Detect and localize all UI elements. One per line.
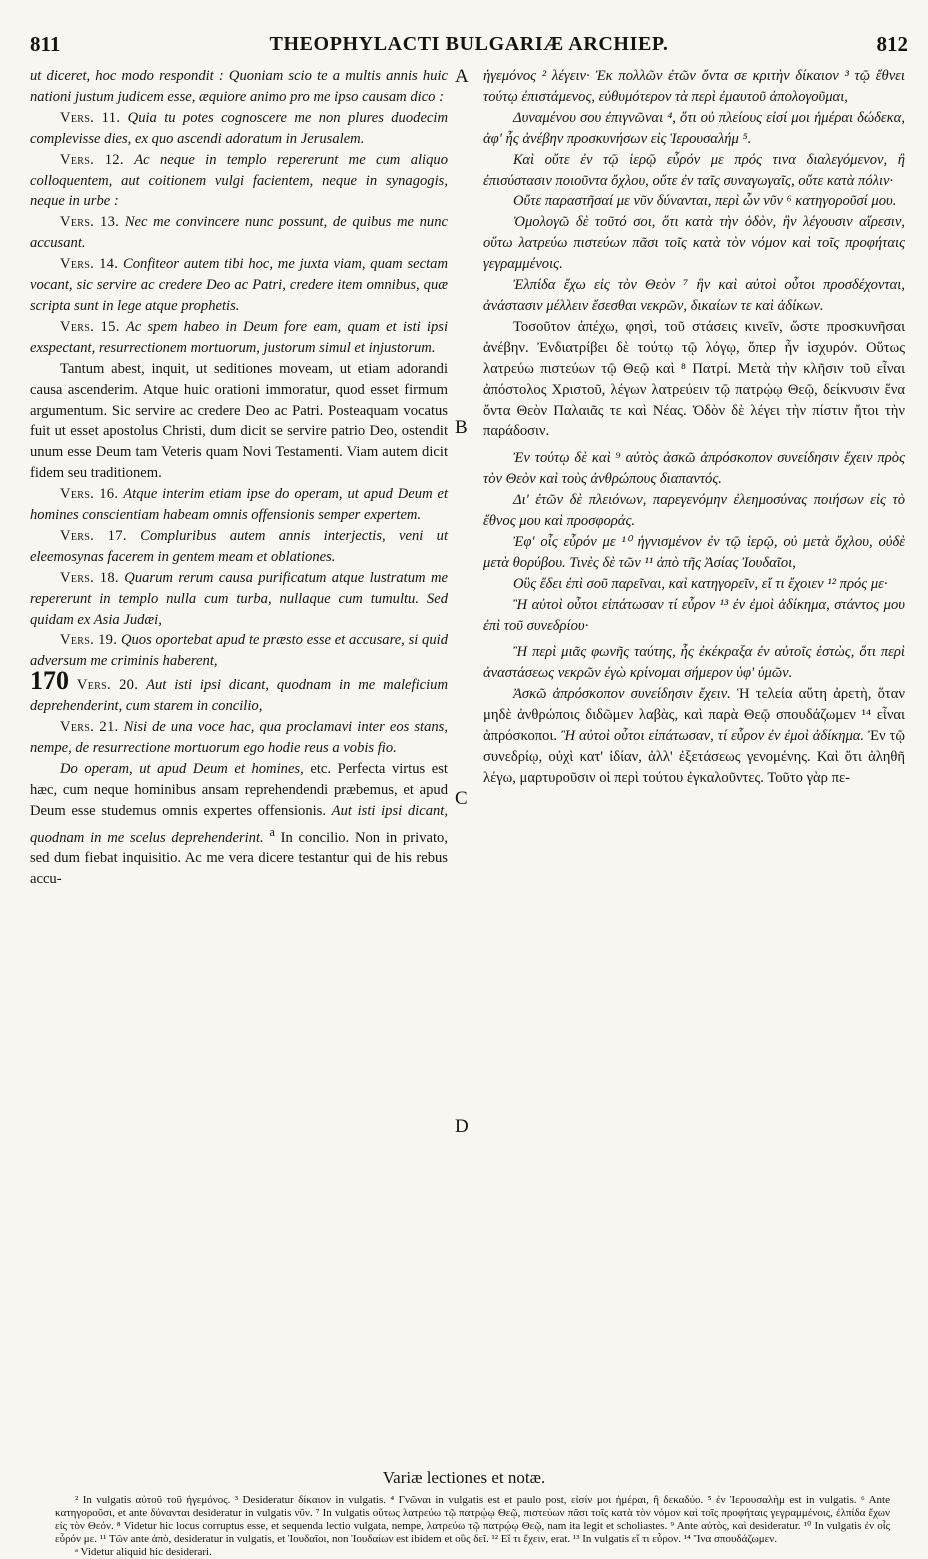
latin-column: [30, 66, 448, 1464]
commentary-paragraph: Tantum abest, inquit, ut seditiones moveam, ut etiam adorandi causa ascenderim. Atque huic orationi immoratur, quod esset firmum argumentum. Sic servire ac credere Deo ac Patri. Posteaquam vocatus fuit ut esset apostolus Christi, dum dicit se servire patrio Deo, ostendit unum esse Deum tam Veteris quam Novi Testamenti. Viam autem dicit fidem seu traditionem.: [30, 360, 448, 482]
margin-mark-a: A: [455, 66, 469, 87]
margin-mark-b: B: [455, 417, 468, 438]
footnote: ¹¹ Τῶν ante ἀπὸ, desideratur in vulgatis, et Ἰουδαῖοι, non Ἰουδαίων est ibidem et οὓς δεῖ.: [99, 1533, 489, 1545]
footnote: ⁸ Videtur hic locus corruptus esse, et sequenda lectio vulgata, nempe, λατρεύω τῷ πατρῴῳ Θεῷ, nam ita legit et scholiastes.: [116, 1520, 668, 1532]
verse-16: [30, 484, 448, 526]
verse-text: Nec me convincere nunc possunt, de quibus me nunc accusant.: [30, 214, 448, 252]
verse-text: Ac spem habeo in Deum fore eam, quam et isti ipsi exspectant, resurrectionem mortuorum, justorum simul et injustorum.: [30, 318, 448, 356]
greek-verse-16: Ἐν τούτῳ δὲ καὶ ⁹ αὐτὸς ἀσκῶ ἀπρόσκοπον συνείδησιν ἔχειν πρὸς τὸν Θεὸν καὶ τοὺς ἀνθρώπους διαπαντός.: [483, 450, 905, 488]
footnote: ⁹ Ante αὐτὸς, καὶ desideratur.: [670, 1520, 801, 1532]
margin-mark-c: C: [455, 788, 468, 809]
verse-label: Vers. 20.: [76, 677, 139, 694]
verse-13: [30, 212, 448, 254]
running-header: [30, 32, 908, 62]
verse-15: [30, 317, 448, 359]
verse-label: Vers. 15.: [60, 318, 120, 335]
footnote: ¹³ In vulgatis εἴ τι εὗρον.: [572, 1533, 681, 1545]
verse-label: Vers. 19.: [60, 632, 118, 649]
footnotes: [55, 1494, 891, 1558]
verse-text: Compluribus autem annis interjectis, veni ut eleemosynas facerem in gentem meam et oblationes.: [30, 527, 448, 565]
greek-verse-13: Οὔτε παραστῆσαί με νῦν δύνανται, περὶ ὧν νῦν ⁶ κατηγοροῦσί μου.: [513, 193, 897, 210]
greek-commentary-text: Ἡ τελεία αὕτη ἀρετὴ, ὅταν μηδὲ ἀνθρώποις διδῶμεν λαβὰς, καὶ παρὰ Θεῷ σπουδάζωμεν ¹⁴ εἶναι ἀπρόσκοποι.: [483, 686, 905, 745]
greek-verse-20: Ἢ αὐτοὶ οὗτοι εἰπάτωσαν τί εὗρον ¹³ ἐν ἐμοὶ ἀδίκημα, στάντος μου ἐπὶ τοῦ συνεδρίου·: [483, 596, 905, 634]
footnote: ¹⁰ In vulgatis ἐν οἷς εὗρόν με.: [55, 1520, 891, 1545]
verse-label: Vers. 21.: [60, 719, 119, 736]
footnote: ¹² Εἴ τι ἔχειν, erat.: [491, 1533, 571, 1545]
footnote: ⁵ ἐν Ἱερουσαλὴμ est in vulgatis.: [707, 1494, 857, 1506]
verse-text: Aut isti ipsi dicant, quodnam in me maleficium deprehenderint, cum starem in concilio,: [30, 677, 448, 715]
verse-text: Quia tu potes cognoscere me non plures duodecim complevisse dies, ex quo ascendi adoratum in Jerusalem.: [30, 109, 448, 147]
commentary-paragraph: [30, 759, 448, 890]
greek-lemma: Ἢ αὐτοὶ οὗτοι εἰπάτωσαν, τί εὗρον ἐν ἐμοὶ ἀδίκημα.: [561, 728, 865, 745]
footnote-block: [55, 1494, 890, 1546]
footnote: ³ Desideratur δίκαιον in vulgatis.: [234, 1494, 386, 1506]
latin-paragraph: ut diceret, hoc modo respondit : Quoniam scio te a multis annis huic nationi justum judicem esse, æquiore animo pro me ipso causam dico :: [30, 68, 448, 105]
verse-17: [30, 526, 448, 568]
greek-commentary: Τοσοῦτον ἀπέχω, φησὶ, τοῦ στάσεις κινεῖν, ὥστε προσκυνῆσαι ἀνέβην. Ἐνδιατρίβει δὲ τούτῳ τῷ λόγῳ, ὅπερ ἦν ἰσχυρόν. Οὕτως λατρεύω πιστεύων τῷ Θεῷ καὶ ⁸ Πατρί. Μετὰ τὴν κλῆσιν τοῦ εἶναι ἀπόστολος Χριστοῦ, λέγων λατρεύειν τῷ πατρῴῳ Θεῷ, δείκνυσιν ἕνα ὄντα Θεὸν Παλαιᾶς τε καὶ Νέας. Ὁδὸν δὲ λέγει τὴν πίστιν ἤτοι τὴν παράδοσιν.: [483, 318, 905, 440]
verse-18: [30, 568, 448, 631]
column-number: 170: [30, 666, 69, 696]
page-number-left: 811: [30, 32, 61, 56]
greek-column: [483, 66, 905, 1464]
greek-verse-17: Δι' ἐτῶν δὲ πλειόνων, παρεγενόμην ἐλεημοσύνας ποιήσων εἰς τὸ ἔθνος μου καὶ προσφοράς.: [483, 492, 905, 530]
note-marker: a: [269, 824, 275, 839]
verse-14: [30, 254, 448, 317]
verse-label: Vers. 14.: [60, 256, 119, 273]
verse-text: Confiteor autem tibi hoc, me juxta viam, quam sectam vocant, sic servire ac credere Deo ac Patri, credere item omnibus, quæ scripta sunt in lege atque prophetis.: [30, 256, 448, 314]
verse-label: Vers. 18.: [60, 569, 119, 586]
verse-label: Vers. 11.: [60, 109, 121, 126]
page-number-right: 812: [876, 32, 908, 56]
greek-verse-12: Καὶ οὔτε ἐν τῷ ἱερῷ εὗρόν με πρός τινα διαλεγόμενον, ἢ ἐπισύστασιν ποιοῦντα ὄχλου, οὔτε ἐν ταῖς συναγωγαῖς, οὔτε κατὰ πόλιν·: [483, 151, 905, 189]
margin-mark-d: D: [455, 1116, 469, 1137]
verse-text: Quos oportebat apud te præsto esse et accusare, si quid adversum me criminis haberent,: [30, 632, 448, 670]
verse-19: [30, 630, 448, 672]
greek-paragraph: ἡγεμόνος ² λέγειν· Ἐκ πολλῶν ἐτῶν ὄντα σε κριτὴν δίκαιον ³ τῷ ἔθνει τούτῳ ἐπιστάμενος, εὐθυμότερον τὰ περὶ ἐμαυτοῦ ἀπολογοῦμαι,: [483, 68, 905, 105]
verse-21: [30, 717, 448, 759]
greek-verse-15: Ἐλπίδα ἔχω εἰς τὸν Θεὸν ⁷ ἣν καὶ αὐτοὶ οὗτοι προσδέχονται, ἀνάστασιν μέλλειν ἔσεσθαι νεκρῶν, δικαίων τε καὶ ἀδίκων.: [483, 277, 905, 314]
lemma: Aut isti ipsi dicant, quodnam in me scelus deprehenderint.: [30, 802, 448, 846]
running-title: THEOPHYLACTI BULGARIÆ ARCHIEP.: [269, 33, 669, 55]
verse-label: Vers. 16.: [60, 486, 119, 503]
commentary-text: In concilio. Non in privato, sed dum fiebat inquisitio. Ac me vera dicere testantur qui de his rebus accu-: [30, 829, 448, 888]
verse-20: [30, 666, 448, 717]
verse-text: Atque interim etiam ipse do operam, ut apud Deum et homines conscientiam habeam omnis offensionis semper expertem.: [30, 486, 449, 524]
greek-commentary-text: Ἐν τῷ συνεδρίῳ, οὐχὶ κατ' ἰδίαν, ἀλλ' ἐξετάσεως γενομένης. Καὶ ὅτι ἀληθῆ λέγω, μαρτυροῦσιν οἱ περὶ τούτου ἐγκαλοῦντες. Τοῦτο γὰρ πε-: [483, 728, 906, 786]
footnote: ⁷ In vulgatis οὕτως λατρεύω τῷ πατρῴῳ Θεῷ, πιστεύων πᾶσι τοῖς κατὰ τὸν νόμον καὶ τοῖς προφήταις γεγραμμένοις, ἐλπίδα ἔχων εἰς τὸν Θεόν.: [55, 1507, 890, 1532]
greek-verse-21: Ἢ περὶ μιᾶς φωνῆς ταύτης, ἧς ἐκέκραξα ἐν αὐτοῖς ἑστὼς, ὅτι περὶ ἀναστάσεως νεκρῶν ἐγὼ κρίνομαι σήμερον ὑφ' ὑμῶν.: [483, 644, 905, 682]
notes-heading: Variæ lectiones et notæ.: [382, 1468, 546, 1487]
greek-lemma: Ἀσκῶ ἀπρόσκοπον συνείδησιν ἔχειν.: [513, 686, 731, 703]
greek-commentary: [483, 684, 905, 789]
footnote: ² In vulgatis αὐτοῦ τοῦ ἡγεμόνος.: [75, 1494, 231, 1506]
verse-label: Vers. 13.: [60, 214, 120, 231]
greek-verse-18: Ἐφ' οἷς εὗρόν με ¹⁰ ἡγνισμένον ἐν τῷ ἱερῷ, οὐ μετὰ ὄχλου, οὐδὲ μετὰ θορύβου. Τινὲς δὲ τῶν ¹¹ ἀπὸ τῆς Ἀσίας Ἰουδαῖοι,: [483, 533, 905, 571]
footnote: ¹⁴ Ἵνα σπουδάζωμεν.: [683, 1533, 778, 1545]
footnote-a: ᵃ Videtur aliquid hic desiderari.: [75, 1546, 212, 1558]
verse-12: [30, 150, 448, 213]
footnote: ⁴ Γνῶναι in vulgatis est et paulo post, εἰσίν μοι ἡμέραι, ἢ δεκαδύο.: [390, 1494, 704, 1506]
greek-verse-11: Δυναμένου σου ἐπιγνῶναι ⁴, ὅτι οὐ πλείους εἰσί μοι ἡμέραι δώδεκα, ἀφ' ἧς ἀνέβην προσκυνήσων εἰς Ἱερουσαλήμ ⁵.: [483, 109, 905, 147]
verse-11: [30, 108, 448, 150]
verse-text: Ac neque in templo repererunt me cum aliquo colloquentem, aut coitionem vulgi facientem, neque in synagogis, neque in urbe :: [30, 151, 449, 210]
verse-label: Vers. 12.: [60, 151, 124, 168]
verse-label: Vers. 17.: [60, 527, 127, 544]
footnote: ⁶ Ante κατηγοροῦσι, et ante δύνανται desideratur in vulgatis νῦν.: [55, 1494, 890, 1519]
verse-text: Quarum rerum causa purificatum atque lustratum me repererunt in templo nulla cum turba, nullaque cum tumultu. Sed quidam ex Asia Judæi,: [30, 569, 448, 628]
lemma: Do operam, ut apud Deum et homines,: [60, 760, 304, 777]
verse-text: Nisi de una voce hac, qua proclamavi inter eos stans, nempe, de resurrectione mortuorum ego hodie reus a vobis fio.: [30, 719, 449, 756]
commentary-text: etc. Perfecta virtus est hæc, cum neque hominibus ansam reprehendendi præbemus, et apud Deum esse studemus omnis expertes offensionis.: [30, 760, 448, 819]
greek-verse-19: Οὓς ἔδει ἐπὶ σοῦ παρεῖναι, καὶ κατηγορεῖν, εἴ τι ἔχοιεν ¹² πρός με·: [513, 575, 888, 592]
greek-verse-14: Ὁμολογῶ δὲ τοῦτό σοι, ὅτι κατὰ τὴν ὁδὸν, ἣν λέγουσιν αἵρεσιν, οὕτω λατρεύω πιστεύων πᾶσι τοῖς κατὰ τὸν νόμον καὶ τοῖς προφήταις γεγραμμένοις.: [483, 214, 905, 273]
